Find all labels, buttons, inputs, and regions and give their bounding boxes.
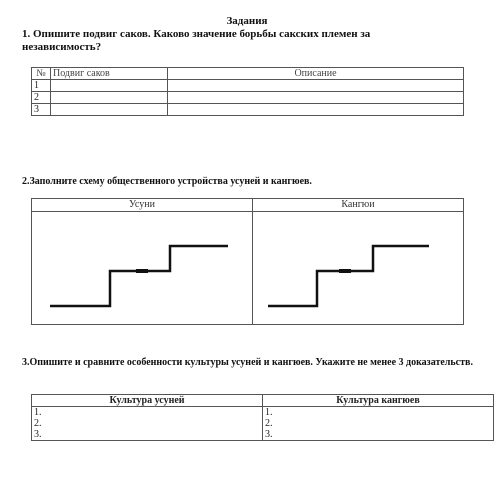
list-item: 2. xyxy=(34,418,42,429)
row-number: 2 xyxy=(32,92,51,104)
feat-cell[interactable] xyxy=(51,92,168,104)
list-item: 1. xyxy=(265,407,273,418)
list-item: 2. xyxy=(265,418,273,429)
staircase-diagram-usuni xyxy=(32,213,252,325)
scheme-header-usuni: Усуни xyxy=(32,199,252,212)
task3-table xyxy=(31,394,494,441)
task1-question: 1. Опишите подвиг саков. Каково значение борьбы сакских племен за независимость? xyxy=(22,28,371,53)
row-number: 3 xyxy=(32,104,51,116)
list-item: 3. xyxy=(265,429,273,440)
usuni-culture-cell[interactable] xyxy=(32,407,263,441)
staircase-diagram-kangyui xyxy=(253,213,463,325)
society-scheme xyxy=(31,198,464,325)
task1-table xyxy=(31,67,464,116)
task3-question: 3.Опишите и сравните особенности культуры усуней и кангюев. Укажите не менее 3 доказательств. xyxy=(22,357,473,368)
row-number: 1 xyxy=(32,80,51,92)
column-header-feat: Подвиг саков xyxy=(51,68,168,80)
task2-question: 2.Заполните схему общественного устройства усуней и кангюев. xyxy=(22,176,312,187)
table-row xyxy=(32,104,464,116)
table-header-row xyxy=(32,68,464,80)
staircase-steps xyxy=(268,246,429,306)
list-item: 1. xyxy=(34,407,42,418)
column-header-description: Описание xyxy=(168,68,464,80)
list-item: 3. xyxy=(34,429,42,440)
description-cell[interactable] xyxy=(168,80,464,92)
description-cell[interactable] xyxy=(168,104,464,116)
table-row xyxy=(32,407,494,441)
table-header-row xyxy=(32,395,494,407)
feat-cell[interactable] xyxy=(51,104,168,116)
description-cell[interactable] xyxy=(168,92,464,104)
column-header-kangyui-culture: Культура кангюев xyxy=(263,395,494,407)
kangyui-culture-cell[interactable] xyxy=(263,407,494,441)
column-header-usuni-culture: Культура усуней xyxy=(32,395,263,407)
scheme-header-kangyui: Кангюи xyxy=(253,199,463,212)
table-row xyxy=(32,92,464,104)
staircase-steps xyxy=(50,246,228,306)
feat-cell[interactable] xyxy=(51,80,168,92)
column-header-number: № xyxy=(32,68,51,80)
page-title: Задания xyxy=(226,15,268,27)
table-row xyxy=(32,80,464,92)
